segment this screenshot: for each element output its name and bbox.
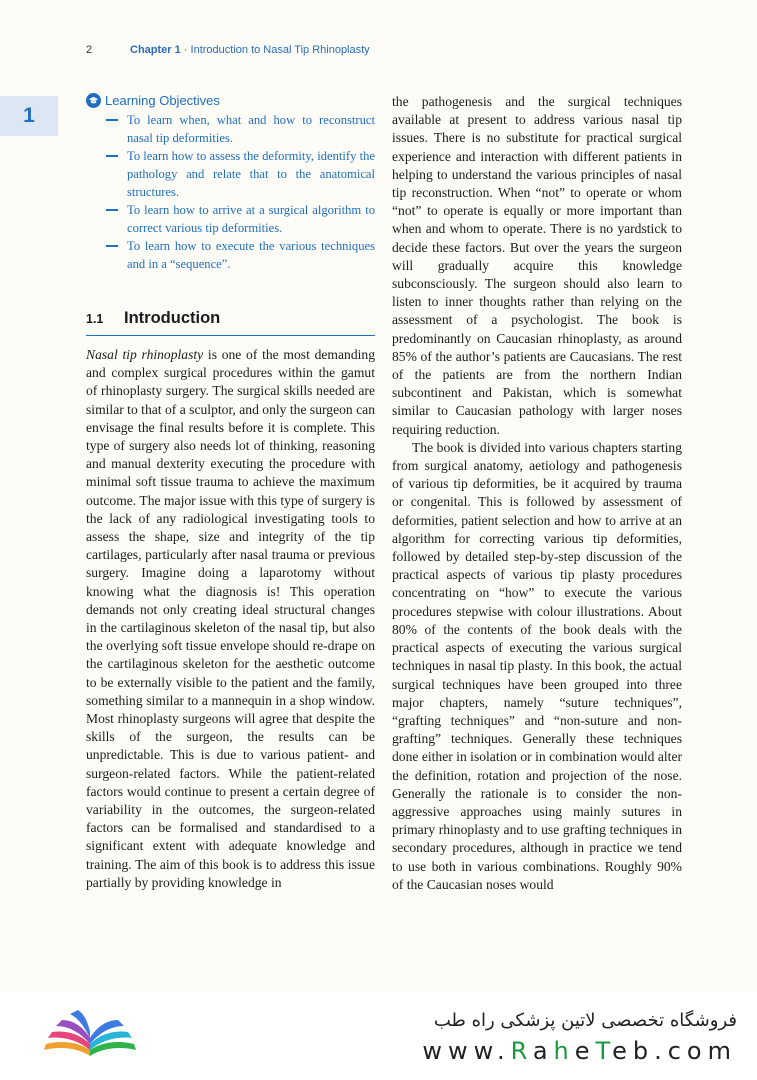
chapter-tab-number: 1 (23, 104, 35, 127)
right-column (392, 93, 682, 894)
intro-paragraph (86, 346, 375, 892)
learning-objectives-header (86, 93, 375, 108)
intro-text: is one of the most demanding and complex surgical procedures within the gamut of rhinoplasty surgery. The surgical skills needed are similar to that of a sculptor, and only the surgeon can envisage the final results before it is complete. This type of surgery also needs lot of thinking, reasoning and manual dexterity executing the procedure with minimal soft tissue trauma to achieve the maximum outcome. The major issue with this type of surgery is the lack of any radiological investigating tools to assess the shape, size and integrity of the tip cartilages, particularly after nasal trauma or previous surgery. Imagine doing a laparotomy without knowing what the diagnosis is! This operation demands not only creating ideal structural changes in the cartilaginous skeleton of the nasal tip, but also the overlying soft tissue envelope should re-drape on the cartilaginous skeleton for the aesthetic outcome to be externally visible to the patient and the family, something similar to a mannequin in a shop window. Most rhinoplasty surgeons will agree that despite the skills of the surgeon, the results can be unpredictable. This is due to various patient- and surgeon-related factors. While the patient-related factors would continue to present a certain degree of variability in the outcomes, the surgeon-related factors can be formalised and standardised to a significant extent with adequate knowledge and training. The aim of this book is to address this issue partially by providing knowledge in (86, 347, 375, 890)
shop-name: فروشگاه تخصصی لاتین پزشکی راه طب (433, 1010, 737, 1031)
url-part: .com (654, 1037, 737, 1065)
url-part: e (574, 1037, 596, 1065)
left-column (86, 93, 375, 892)
graduation-cap-icon (86, 93, 101, 108)
continued-paragraph: the pathogenesis and the surgical techniques available at present to address various nasal tip issues. There is no substitute for practical surgical experience and interaction with different patients in helping to understand the various principles of nasal tip reconstruction. When “not” to operate or whom “not” to operate is equally or more important than when and whom to operate. There is no yardstick to decide these factors. But over the years the surgeon will gradually acquire this knowledge subconsciously. The surgeon should also learn to listen to inner thoughts rather than relying on the assessment of a psychologist. The book is predominantly on Caucasian rhinoplasty, as around 85% of the author’s patients are Caucasians. The rest of the patients are from the northern Indian subcontinent and Pakistan, which is somewhat similar to Caucasian pathology with larger noses requiring reduction. (392, 94, 682, 437)
watermark-footer (0, 990, 757, 1080)
chapter-title: · Introduction to Nasal Tip Rhinoplasty (180, 44, 370, 56)
chapter-label: Chapter 1 (130, 44, 181, 56)
url-part: eb (612, 1037, 655, 1065)
section-heading (86, 309, 375, 336)
shop-url (422, 1037, 737, 1065)
objective-item: To learn when, what and how to reconstruct nasal tip deformities. (106, 111, 375, 147)
book-structure-paragraph: The book is divided into various chapters starting from surgical anatomy, aetiology and pathogenesis of various tip deformities, be it acquired by trauma or congenital. This is followed by assessment of deformities, patient selection and how to arrive at an algorithm for correcting various tip deformities, followed by detailed step-by-step discussion of the practical aspects of various tip plasty procedures concentrating on “how” to execute the various procedures stepwise with colour illustrations. About 80% of the contents of the book deals with the practical aspects of executing the various surgical techniques in nasal tip plasty. In this book, the actual surgical techniques have been grouped into three major chapters, namely “suture techniques”, “grafting techniques” and “non-suture and non-grafting” techniques. Generally these techniques done either in isolation or in combination would alter the definition, rotation and projection of the nose. Generally the rationale is to consider the non-aggressive approaches using mainly sutures in primary rhinoplasty and to use grafting techniques in secondary procedures, although in practice we tend to use both in various combinations. Roughly 90% of the Caucasian noses would (392, 439, 682, 892)
url-part: R (510, 1037, 533, 1065)
section-number: 1.1 (86, 312, 104, 326)
running-head (130, 44, 370, 56)
url-part: a (532, 1037, 554, 1065)
section-title: Introduction (124, 309, 221, 327)
url-part: h (553, 1037, 575, 1065)
url-part: www. (422, 1037, 511, 1065)
learning-objectives-title: Learning Objectives (105, 93, 220, 108)
chapter-tab (0, 96, 58, 136)
objective-item: To learn how to arrive at a surgical algorithm to correct various tip deformities. (106, 201, 375, 237)
page-bottom-fade (0, 930, 757, 990)
page-number: 2 (86, 44, 93, 56)
url-part: T (595, 1037, 613, 1065)
lead-term: Nasal tip rhinoplasty (86, 347, 204, 362)
objective-item: To learn how to execute the various techniques and in a “sequence”. (106, 237, 375, 273)
open-book-logo (40, 1004, 140, 1064)
learning-objectives-list (86, 111, 375, 273)
objective-item: To learn how to assess the deformity, identify the pathology and relate that to the anatomical structures. (106, 147, 375, 201)
